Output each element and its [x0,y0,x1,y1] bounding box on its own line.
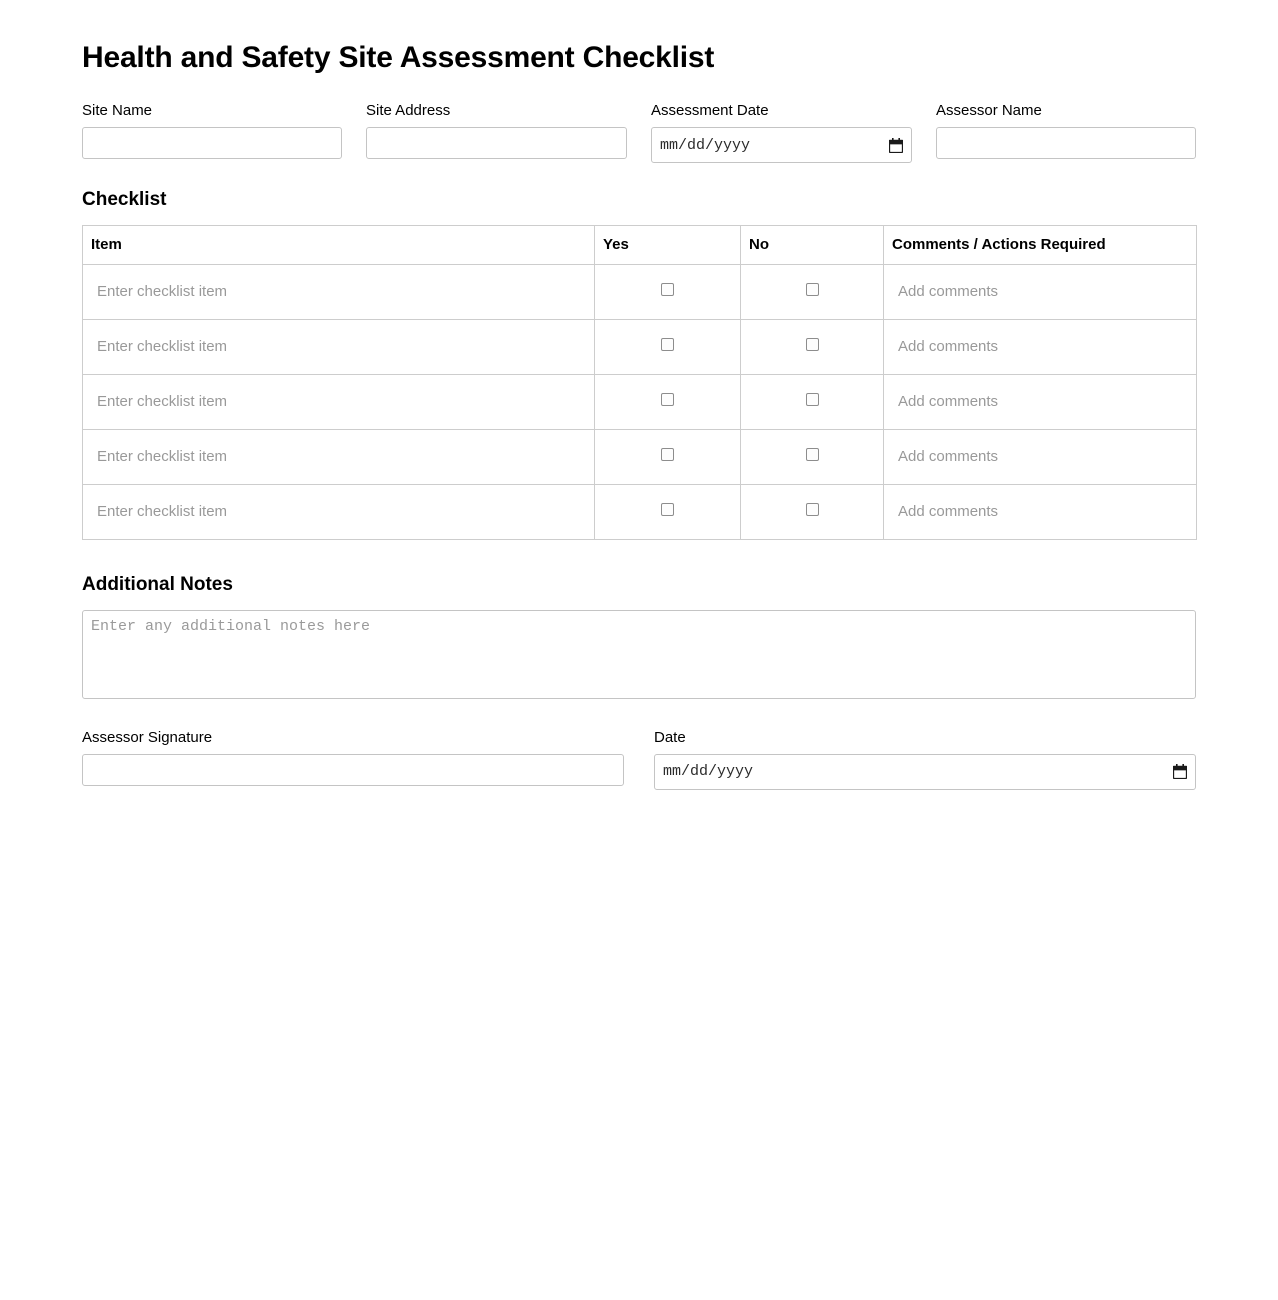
cell-yes [595,484,741,539]
cell-item [83,484,595,539]
checkbox-no[interactable] [806,393,819,406]
calendar-icon[interactable] [889,138,903,153]
table-row [83,319,1197,374]
checklist-item-input[interactable] [91,499,586,524]
checkbox-no[interactable] [806,448,819,461]
cell-item [83,319,595,374]
signature-date-placeholder: mm/dd/yyyy [663,763,754,781]
site-name-label: Site Name [82,102,153,119]
cell-item [83,429,595,484]
assessment-date-placeholder: mm/dd/yyyy [660,136,751,154]
comments-input[interactable] [892,444,1188,469]
signature-row [82,729,1196,790]
header-fields-row [82,102,1196,163]
site-name-input[interactable] [82,127,342,159]
checklist-heading: Checklist [82,189,167,210]
cell-comments [884,484,1197,539]
assessor-signature-input[interactable] [82,754,624,786]
additional-notes-textarea[interactable] [82,610,1196,699]
assessment-date-label: Assessment Date [651,102,769,119]
checkbox-no[interactable] [806,283,819,296]
cell-no [741,264,884,319]
page-title: Health and Safety Site Assessment Checklist [82,41,715,74]
cell-yes [595,374,741,429]
cell-comments [884,319,1197,374]
assessor-name-input[interactable] [936,127,1196,159]
cell-no [741,429,884,484]
table-row [83,484,1197,539]
cell-no [741,374,884,429]
checkbox-yes[interactable] [661,503,674,516]
signature-date-input[interactable] [654,754,1196,790]
checklist-table [82,225,1197,540]
comments-input[interactable] [892,334,1188,359]
field-site-name [82,102,342,159]
checkbox-yes[interactable] [661,283,674,296]
cell-yes [595,429,741,484]
cell-comments [884,374,1197,429]
site-address-label: Site Address [366,102,451,119]
cell-item [83,264,595,319]
table-header-row [83,225,1197,264]
checklist-item-input[interactable] [91,389,586,414]
column-header-comments: Comments / Actions Required [884,225,1197,264]
signature-date-label: Date [654,728,686,746]
cell-no [741,319,884,374]
checkbox-no[interactable] [806,338,819,351]
field-assessment-date [651,102,912,163]
assessor-signature-label: Assessor Signature [82,728,213,746]
field-assessor-signature [82,729,624,786]
column-header-no: No [741,225,884,264]
column-header-yes: Yes [595,225,741,264]
table-row [83,374,1197,429]
checklist-body [83,264,1197,539]
checkbox-no[interactable] [806,503,819,516]
cell-item [83,374,595,429]
assessor-name-label: Assessor Name [936,102,1042,119]
table-row [83,264,1197,319]
checklist-item-input[interactable] [91,334,586,359]
checkbox-yes[interactable] [661,338,674,351]
field-assessor-name [936,102,1196,159]
field-site-address [366,102,627,159]
additional-notes-heading: Additional Notes [82,573,233,595]
cell-comments [884,429,1197,484]
assessment-date-input[interactable] [651,127,912,163]
site-address-input[interactable] [366,127,627,159]
comments-input[interactable] [892,389,1188,414]
checkbox-yes[interactable] [661,448,674,461]
cell-yes [595,319,741,374]
checkbox-yes[interactable] [661,393,674,406]
table-row [83,429,1197,484]
checklist-item-input[interactable] [91,444,586,469]
calendar-icon[interactable] [1173,764,1187,779]
column-header-item: Item [83,225,595,264]
cell-no [741,484,884,539]
comments-input[interactable] [892,279,1188,304]
cell-yes [595,264,741,319]
comments-input[interactable] [892,499,1188,524]
cell-comments [884,264,1197,319]
checklist-item-input[interactable] [91,279,586,304]
field-signature-date [654,729,1196,790]
